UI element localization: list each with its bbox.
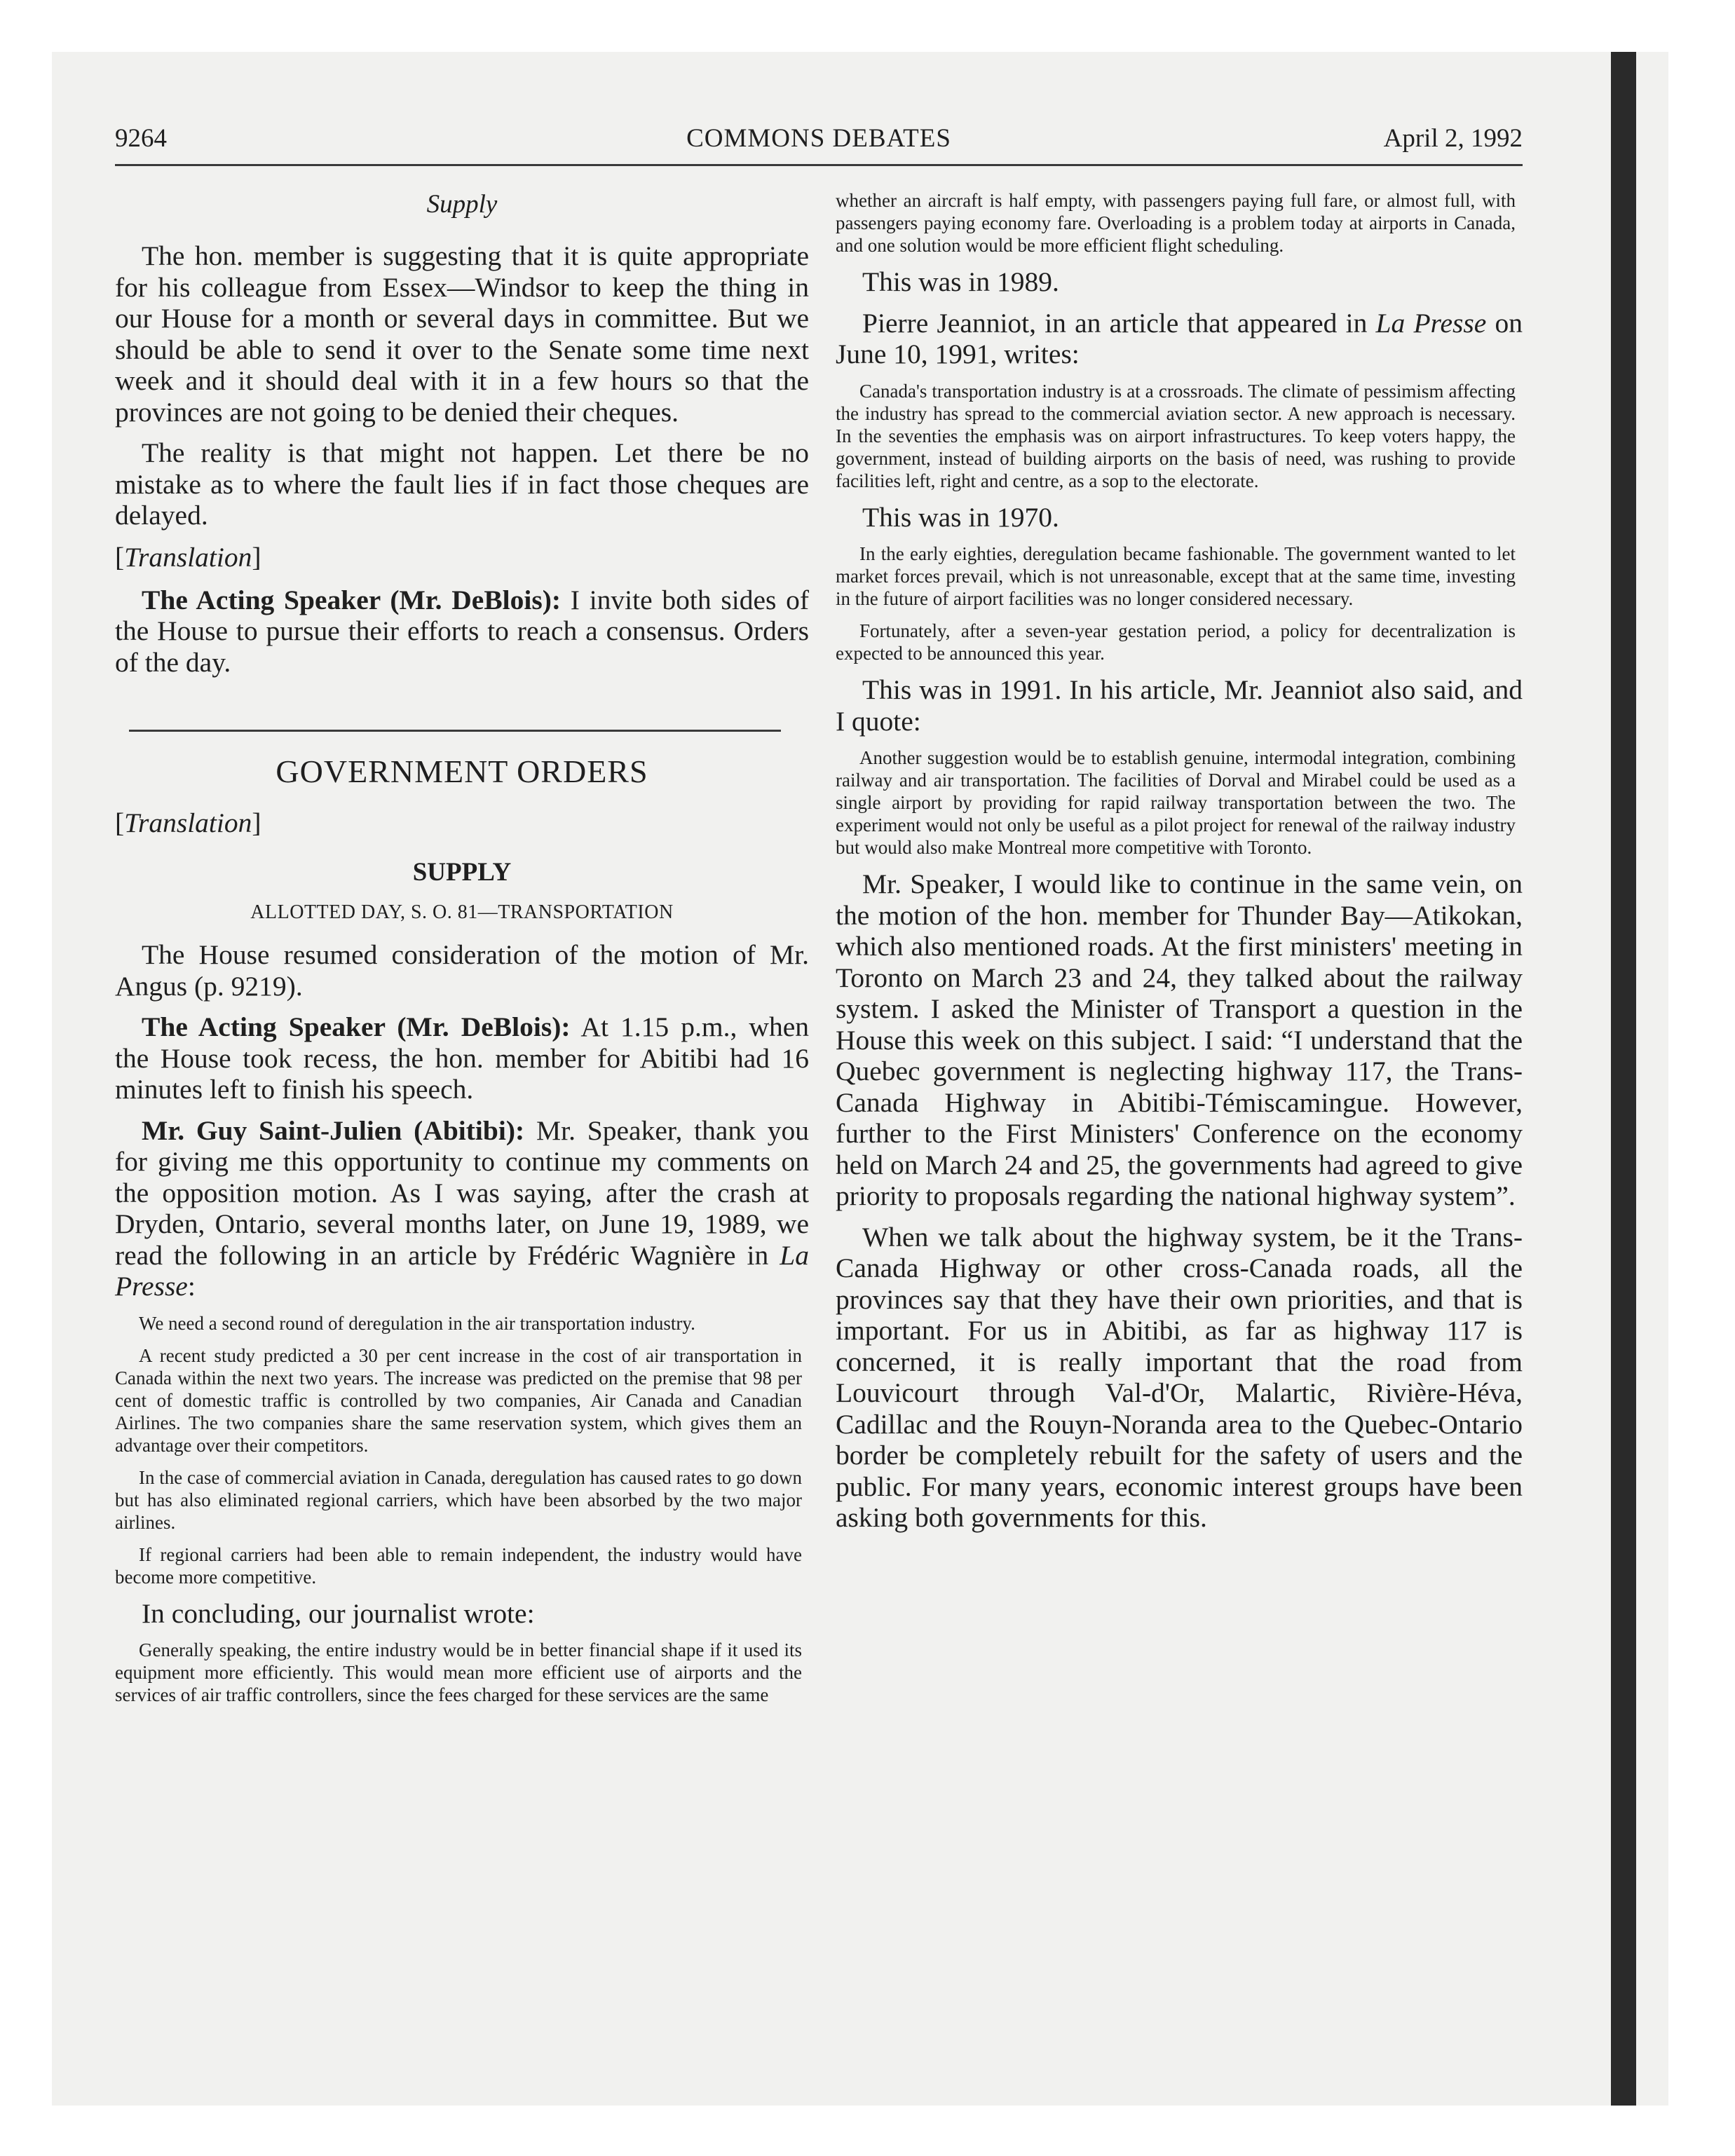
- block-quote: whether an aircraft is half empty, with passengers paying full fare, or almost full, with passengers paying economy fare. Overloading is a problem today at airports in Canada, and one solution would be more efficient flight scheduling.: [836, 190, 1516, 256]
- paragraph: In concluding, our journalist wrote:: [142, 1597, 535, 1629]
- paragraph: This was in 1989.: [862, 266, 1059, 297]
- header-date: April 2, 1992: [1383, 124, 1523, 153]
- translation-tag: [Translation]: [115, 541, 261, 573]
- speech-text: I invite both sides of the House to pursue their efforts to reach a consensus. Orders of the day.: [115, 584, 809, 678]
- paragraph: Mr. Speaker, I would like to continue in the same vein, on the motion of the hon. member for Thunder Bay—Atikokan, which also mentioned roads. At the first ministers' meeting in Toronto on March 23 and 24, they talked about the railway system. I asked the Minister of Transport a question in the House this week on this subject. I said: “I understand that the Quebec government is neglecting highway 117, the Trans-Canada Highway in Abitibi-Témiscamingue. However, further to the First Ministers' Conference on the economy held on March 24 and 25, the governments had agreed to give priority to proposals regarding the national highway system”.: [836, 868, 1523, 1211]
- paragraph: This was in 1991. In his article, Mr. Jeanniot also said, and I quote:: [836, 674, 1523, 737]
- publication-name: La Presse: [115, 1239, 809, 1302]
- speech-text: Mr. Speaker, thank you for giving me this opportunity to continue my comments on the opposition motion. As I was saying, after the crash at Dryden, Ontario, several months later, on June 19, 1989, we read the following in an article by Frédéric Wagnière in: [115, 1114, 809, 1271]
- section-divider: [129, 730, 781, 732]
- block-quote: Another suggestion would be to establish genuine, intermodal integration, combining railway and air transportation. The facilities of Dorval and Mirabel could be used as a single airport by providing for rapid railway transportation between the two. The experiment would not only be useful as a pilot project for renewal of the railway industry but would also make Montreal more competitive with Toronto.: [836, 747, 1516, 858]
- speaker-paragraph: [115, 1011, 809, 1105]
- paragraph: When we talk about the highway system, be it the Trans-Canada Highway or other cross-Canada roads, all the provinces say that they have their own priorities, and that is important. For us in Abitibi, as far as highway 117 is concerned, it is really important that the road from Louvicourt through Val-d'Or, Malartic, Rivière-Héva, Cadillac and the Rouyn-Noranda area to the Quebec-Ontario border be completely rebuilt for the safety of users and the public. For many years, economic interest groups have been asking both governments for this.: [836, 1221, 1523, 1533]
- speaker-paragraph: [115, 1115, 809, 1302]
- translation-tag: [Translation]: [115, 807, 261, 838]
- paragraph: This was in 1970.: [862, 501, 1059, 533]
- block-quote: In the case of commercial aviation in Canada, deregulation has caused rates to go down but has also eliminated regional carriers, which have been absorbed by the two major airlines.: [115, 1466, 802, 1533]
- translation-label: Translation: [124, 541, 252, 573]
- block-quote: We need a second round of deregulation in the air transportation industry.: [139, 1312, 695, 1334]
- subsection-subtitle: ALLOTTED DAY, S. O. 81—TRANSPORTATION: [250, 901, 674, 923]
- speaker-name: The Acting Speaker (Mr. DeBlois):: [142, 1011, 571, 1042]
- paragraph-text: Pierre Jeanniot, in an article that appeared in: [862, 307, 1376, 339]
- left-column: [115, 189, 809, 1716]
- scan-edge-shadow: [1611, 52, 1636, 2106]
- block-quote: Fortunately, after a seven-year gestation period, a policy for decentralization is expected to be announced this year.: [836, 620, 1516, 664]
- section-title: GOVERNMENT ORDERS: [275, 753, 648, 789]
- block-quote: Generally speaking, the entire industry would be in better financial shape if it used its equipment more efficiently. This would mean more efficient use of airports and the services of air traffic controllers, since the fees charged for these services are the same: [115, 1639, 802, 1705]
- block-quote: Canada's transportation industry is at a crossroads. The climate of pessimism affecting the industry has spread to the commercial aviation sector. A new approach is necessary. In the seventies the emphasis was on airport infrastructures. To keep voters happy, the government, instead of building airports on the basis of need, was rushing to provide facilities left, right and centre, as a sop to the electorate.: [836, 380, 1516, 491]
- publication-title: COMMONS DEBATES: [686, 124, 951, 153]
- running-head: Supply: [426, 190, 498, 219]
- speaker-name: The Acting Speaker (Mr. DeBlois):: [142, 584, 562, 615]
- paragraph: [836, 308, 1523, 370]
- paragraph: The reality is that might not happen. Let there be no mistake as to where the fault lies if in fact those cheques are delayed.: [115, 437, 809, 531]
- paragraph: The House resumed consideration of the motion of Mr. Angus (p. 9219).: [115, 939, 809, 1002]
- publication-name: La Presse: [1375, 307, 1487, 339]
- subsection-title: SUPPLY: [412, 858, 512, 887]
- page-header: [115, 123, 1523, 166]
- translation-label: Translation: [124, 807, 252, 838]
- page-number: 9264: [115, 124, 167, 153]
- paragraph-text: on June 10, 1991, writes:: [836, 307, 1523, 369]
- block-quote: A recent study predicted a 30 per cent increase in the cost of air transportation in Canada within the next two years. The increase was predicted on the premise that 98 per cent of domestic traffic is controlled by two companies, Air Canada and Canadian Airlines. The two companies share the same reservation system, which gives them an advantage over their competitors.: [115, 1344, 802, 1456]
- right-column: [836, 189, 1523, 1543]
- speaker-name: Mr. Guy Saint-Julien (Abitibi):: [142, 1114, 525, 1146]
- speaker-paragraph: [115, 585, 809, 678]
- paragraph: The hon. member is suggesting that it is quite appropriate for his colleague from Essex—Windsor to keep the thing in our House for a month or several days in committee. But we should be able to send it over to the Senate some time next week and it should deal with it in a few hours so that the provinces are not going to be denied their cheques.: [115, 240, 809, 428]
- block-quote: In the early eighties, deregulation became fashionable. The government wanted to let market forces prevail, which is not unreasonable, except that at the same time, investing in the future of airport facilities was no longer considered necessary.: [836, 543, 1516, 609]
- block-quote: If regional carriers had been able to remain independent, the industry would have become more competitive.: [115, 1543, 802, 1588]
- speech-text: At 1.15 p.m., when the House took recess, the hon. member for Abitibi had 16 minutes left to finish his speech.: [115, 1011, 809, 1105]
- speech-text: :: [187, 1271, 196, 1302]
